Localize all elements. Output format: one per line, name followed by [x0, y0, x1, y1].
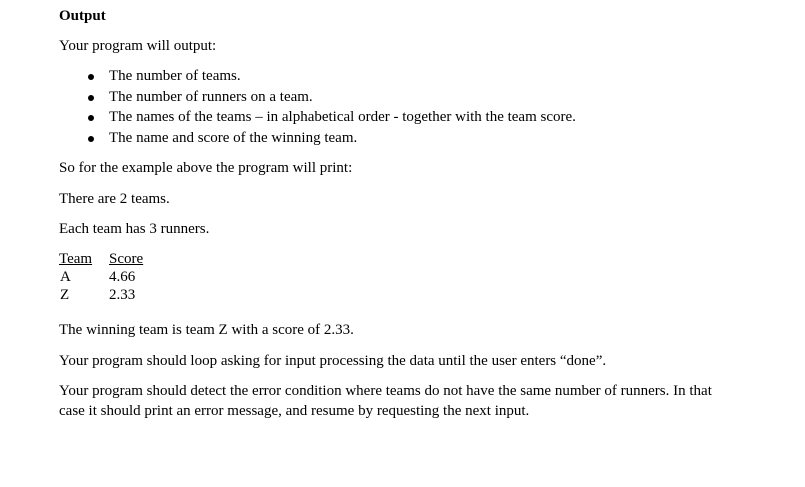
bullet-text: The names of the teams – in alphabetical order - together with the team score.: [109, 109, 576, 125]
team-column-header: Team: [59, 251, 93, 267]
score-cell: 2.33: [109, 287, 136, 303]
bullet-text: The number of runners on a team.: [109, 88, 313, 105]
score-column-header: Score: [109, 251, 144, 267]
section-title: Output: [59, 8, 106, 24]
team-score-table: [59, 250, 169, 304]
bullet-item: [59, 67, 576, 88]
loop-instruction-text: Your program should loop asking for input processing the data until the user enters “done”.: [59, 353, 607, 369]
bullet-text: The name and score of the winning team.: [109, 129, 358, 146]
bullet-icon: [88, 136, 94, 142]
team-cell: Z: [60, 287, 70, 303]
error-condition-paragraph: Your program should detect the error condition where teams do not have the same number of runners. In that case it should print an error message, and resume by requesting the next input.: [59, 383, 712, 419]
bullet-icon: [88, 74, 94, 80]
table-row: [59, 286, 169, 304]
team-cell: A: [60, 269, 71, 285]
table-header-row: [59, 250, 169, 268]
bullet-item: [59, 88, 576, 109]
table-row: [59, 268, 169, 286]
bullet-icon: [88, 95, 94, 101]
winner-text: The winning team is team Z with a score of 2.33.: [59, 322, 354, 338]
bullet-item: [59, 129, 576, 150]
intro-text: Your program will output:: [59, 38, 217, 54]
example-intro-text: So for the example above the program will print:: [59, 160, 353, 176]
output-bullet-list: [59, 67, 576, 149]
score-cell: 4.66: [109, 269, 136, 285]
bullet-icon: [88, 115, 94, 121]
bullet-item: [59, 108, 576, 129]
bullet-text: The number of teams.: [109, 68, 241, 84]
runners-count-text: Each team has 3 runners.: [59, 221, 210, 237]
teams-count-text: There are 2 teams.: [59, 191, 170, 207]
